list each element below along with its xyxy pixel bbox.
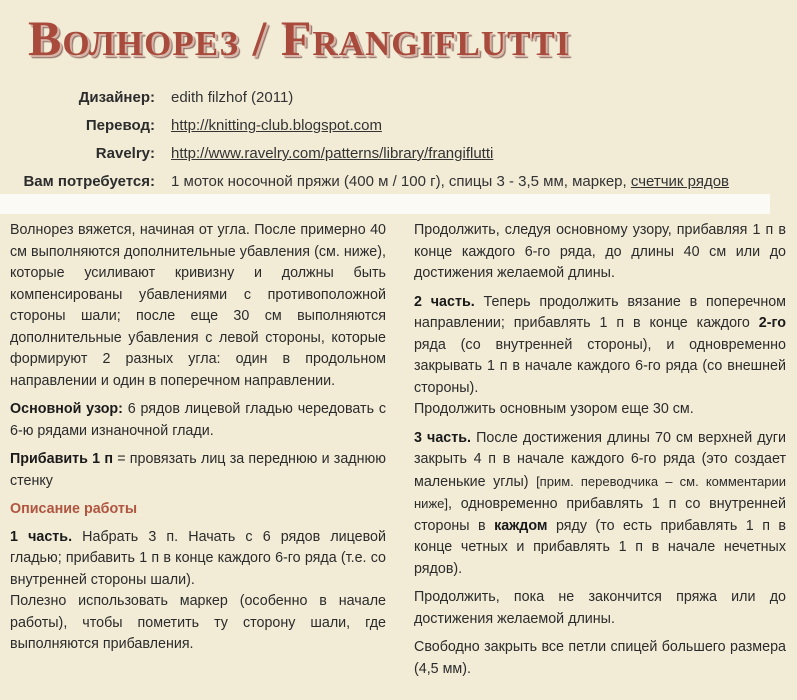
main-pattern-text: 6 рядов лицевой гладью чередовать с 6-ю рядами изнаночной глади.	[10, 401, 386, 439]
materials-text: 1 моток носочной пряжи (400 м / 100 г), спицы 3 - 3,5 мм, маркер,	[171, 173, 627, 190]
designer-value: edith filzhof (2011)	[171, 89, 294, 106]
part2-text-a: Теперь продолжить вязание в поперечном направлении; прибавлять 1 п в конце каждого	[414, 293, 786, 331]
part3-label: 3 часть.	[414, 429, 472, 446]
part3-text-c: ряду (то есть прибавлять 1 п в конце четных и прибавлять 1 п в начале нечетных рядов).	[414, 517, 786, 577]
part1-paragraph	[10, 527, 386, 592]
translator-note: [прим. переводчика – см. комментарии ниже]	[414, 473, 786, 511]
translation-link[interactable]: http://knitting-club.blogspot.com	[171, 117, 382, 134]
part2-more: Продолжить основным узором еще 30 см.	[414, 401, 694, 417]
materials-value	[171, 170, 729, 194]
divider-band	[0, 194, 770, 214]
ravelry-label: Ravelry:	[95, 145, 155, 162]
page-title: Волнорез / Frangiflutti	[28, 10, 571, 66]
part2-label: 2 часть.	[414, 293, 475, 310]
continue-paragraph: Продолжить, следуя основному узору, прибавляя 1 п в конце каждого 6-го ряда, до длины 40 см или до достижения желаемой длины.	[414, 222, 786, 281]
part3-text-a: После достижения длины 70 см верхней дуги закрыть 4 п в начале каждого 6-го ряда (это создает маленькие углы)	[414, 429, 786, 490]
part2-text-b: ряда (со внутренней стороны), и одновременно закрывать 1 п в начале каждого 6-го ряда (со внешней стороны).	[414, 336, 786, 396]
translation-label: Перевод:	[85, 117, 155, 134]
work-heading: Описание работы	[10, 501, 138, 517]
increase-text: = провязать лиц за переднюю и заднюю стенку	[10, 451, 386, 489]
left-column	[10, 220, 386, 663]
part3-bold: каждом	[494, 517, 548, 534]
increase-paragraph	[10, 449, 386, 492]
part2-bold: 2-го	[758, 315, 786, 331]
part2-paragraph	[414, 292, 786, 400]
materials-label: Вам потребуется:	[23, 173, 155, 190]
part1-note: Полезно использовать маркер (особенно в начале работы), чтобы пометить ту сторону шали, где выполняются прибавления.	[10, 593, 386, 652]
main-pattern-label: Основной узор:	[10, 401, 123, 417]
intro-paragraph: Волнорез вяжется, начиная от угла. После примерно 40 см выполняются дополнительные убавления (см. ниже), которые усиливают кривизну и должны быть компенсированы убавлениями с противоположной стороны шали; после еще 30 см выполняются дополнительные убавления с левой стороны, которые формируют 2 разных угла: один в продольном направлении и один в поперечном направлении.	[10, 222, 386, 389]
designer-label: Дизайнер:	[78, 89, 155, 106]
part1-text: Набрать 3 п. Начать с 6 рядов лицевой гладью; прибавить 1 п в конце каждого 6-го ряда (т.е. со внутренней стороны шали).	[10, 528, 386, 588]
part3-text-b: , одновременно прибавлять 1 п со внутренней стороны в	[414, 496, 786, 534]
row-counter-link[interactable]: счетчик рядов	[630, 173, 730, 190]
increase-label: Прибавить 1 п	[10, 451, 113, 467]
bind-off-paragraph: Свободно закрыть все петли спицей большего размера (4,5 мм).	[414, 639, 786, 677]
ravelry-link[interactable]: http://www.ravelry.com/patterns/library/frangiflutti	[171, 145, 494, 162]
right-column	[414, 220, 786, 687]
continue-until-paragraph: Продолжить, пока не закончится пряжа или до достижения желаемой длины.	[414, 589, 786, 627]
part3-paragraph	[414, 428, 786, 581]
part1-label: 1 часть.	[10, 528, 73, 545]
main-pattern-paragraph	[10, 399, 386, 442]
